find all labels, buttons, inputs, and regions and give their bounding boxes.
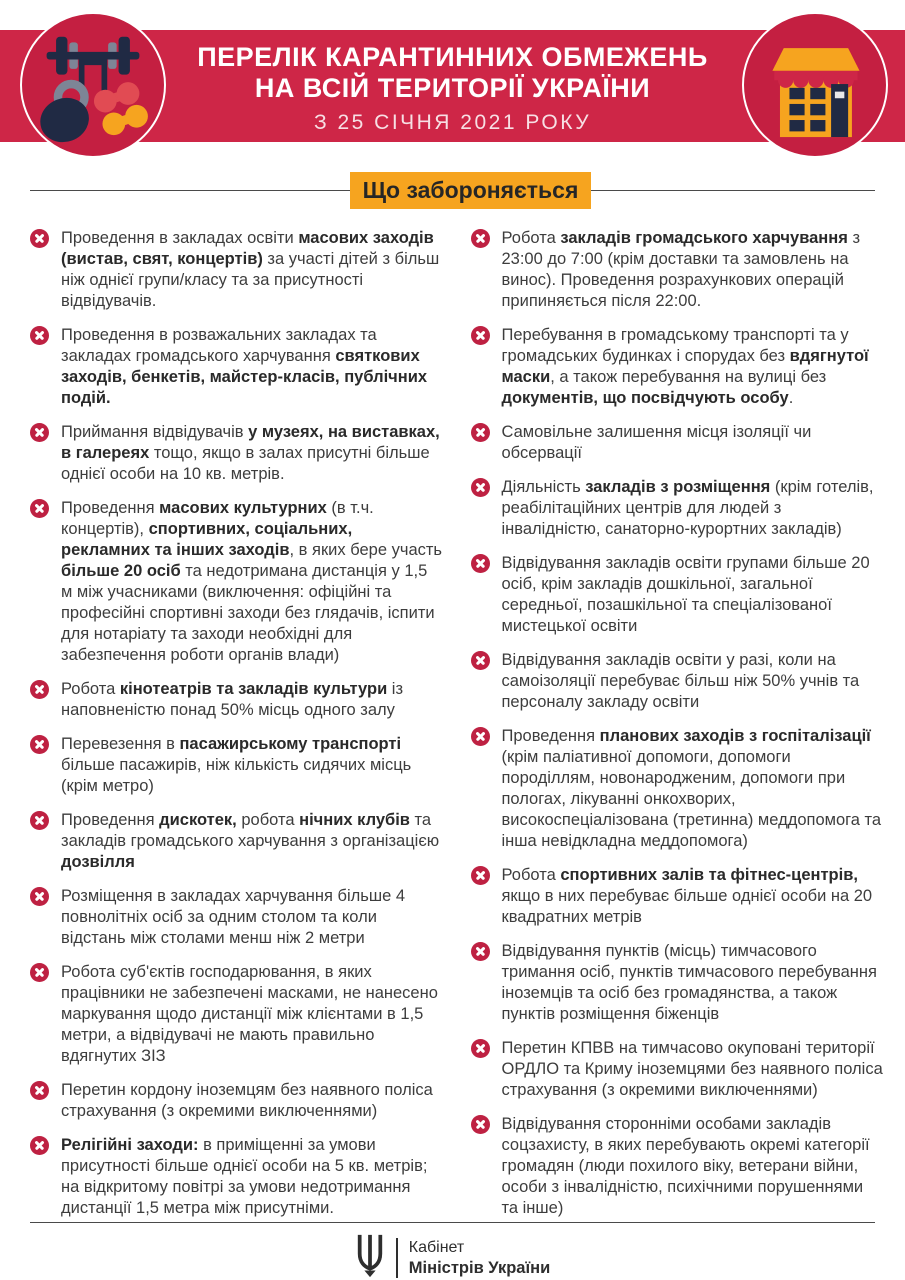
restriction-item: [471, 726, 884, 852]
prohibited-x-icon: [30, 680, 49, 699]
prohibited-x-icon: [471, 651, 490, 670]
prohibited-x-icon: [471, 1039, 490, 1058]
restriction-item: [30, 886, 443, 949]
restriction-item: [471, 1038, 884, 1101]
prohibited-x-icon: [30, 811, 49, 830]
restriction-text: Проведення дискотек, робота нічних клубів та закладів громадського харчування з організацією дозвілля: [61, 811, 440, 871]
prohibited-x-icon: [30, 735, 49, 754]
prohibited-x-icon: [30, 963, 49, 982]
restriction-text: Робота суб'єктів господарювання, в яких працівники не забезпечені масками, не нанесено маркування щодо дистанції між клієнтами в 1,5 метри, а відвідувачі не мають правильно вдягнутих ЗІЗ: [61, 963, 438, 1065]
prohibited-x-icon: [30, 1136, 49, 1155]
restriction-text: Відвідування закладів освіти групами більше 20 осіб, крім закладів дошкільної, загальної середньої, позашкільної та спеціалізованої мистецької освіти: [501, 554, 870, 635]
restriction-text: Релігійні заходи: в приміщенні за умови присутності більше однієї особи на 5 кв. метрів; на відкритому повітрі за умови недотримання дистанції 1,5 метра між присутніми.: [61, 1136, 428, 1217]
restriction-text: Перетин кордону іноземцям без наявного поліса страхування (з окремими виключеннями): [61, 1081, 433, 1120]
prohibited-x-icon: [471, 1115, 490, 1134]
restrictions-list: [30, 228, 883, 1232]
restriction-item: [30, 422, 443, 485]
restriction-text: Приймання відвідувачів у музеях, на виставках, в галереях тощо, якщо в залах присутні більше однієї особи на 10 кв. метрів.: [61, 423, 440, 483]
prohibited-x-icon: [30, 1081, 49, 1100]
prohibited-x-icon: [471, 478, 490, 497]
restriction-item: [30, 810, 443, 873]
logo-org-line2: Міністрів України: [408, 1259, 551, 1277]
page-title-line2: НА ВСІЙ ТЕРИТОРІЇ УКРАЇНИ: [254, 73, 651, 103]
restriction-item: [30, 679, 443, 721]
restriction-text: Проведення планових заходів з госпіталізації (крім паліативної допомоги, допомоги породіллям, новонародженим, допомоги при пологах, лікуванні онкохворих, високоспеціалізована (третинна) меддопомога та інша невідкладна меддопомога): [501, 727, 882, 850]
prohibited-x-icon: [471, 727, 490, 746]
prohibited-x-icon: [471, 942, 490, 961]
restriction-text: Розміщення в закладах харчування більше 4 повнолітніх осіб за одним столом та коли відстань між столами менш ніж 2 метри: [61, 887, 406, 947]
restriction-item: [471, 422, 884, 464]
logo-text: [409, 1238, 550, 1278]
logo-org-line1: Кабінет: [408, 1239, 465, 1256]
column-left: [30, 228, 443, 1232]
restriction-text: Самовільне залишення місця ізоляції чи обсервації: [501, 423, 812, 462]
restriction-item: [471, 325, 884, 409]
restriction-item: [471, 865, 884, 928]
restriction-text: Проведення масових культурних (в т.ч. концертів), спортивних, соціальних, рекламних та інших заходів, в яких бере участь більше 20 осіб та недотримана дистанція у 1,5 м між учасниками (виключення: офіційні та професійні спортивні заходи без глядачів, іспити для нотаріату та заходи необхідні для забезпечення роботи органів влади): [61, 499, 443, 664]
restriction-text: Відвідування сторонніми особами закладів соцзахисту, в яких перебувають окремі категорії громадян (люди похилого віку, ветерани війни, особи з інвалідністю, психічними порушеннями та інше): [501, 1115, 870, 1217]
prohibited-x-icon: [30, 887, 49, 906]
prohibited-x-icon: [30, 499, 49, 518]
prohibited-x-icon: [471, 229, 490, 248]
restriction-text: Діяльність закладів з розміщення (крім готелів, реабілітаційних центрів для людей з інвалідністю, санаторно-курортних закладів): [501, 478, 874, 538]
page-subtitle: З 25 СІЧНЯ 2021 РОКУ: [313, 111, 592, 134]
prohibited-x-icon: [471, 326, 490, 345]
restriction-item: [471, 553, 884, 637]
footer-divider-line: [30, 1222, 875, 1223]
section-banner: Що забороняється: [350, 172, 591, 209]
prohibited-x-icon: [471, 866, 490, 885]
restriction-item: [30, 1080, 443, 1122]
restriction-item: [30, 325, 443, 409]
restriction-item: [471, 650, 884, 713]
prohibited-x-icon: [30, 326, 49, 345]
restriction-item: [471, 228, 884, 312]
restriction-item: [471, 1114, 884, 1219]
restriction-item: [471, 941, 884, 1025]
restriction-text: Перетин КПВВ на тимчасово окуповані території ОРДЛО та Криму іноземцями без наявного поліса страхування (з окремими виключеннями): [501, 1039, 883, 1099]
restriction-text: Відвідування закладів освіти у разі, коли на самоізоляції перебуває більш ніж 50% учнів та персоналу закладу освіти: [501, 651, 860, 711]
prohibited-x-icon: [471, 423, 490, 442]
government-logo: [0, 1233, 905, 1280]
restriction-text: Робота спортивних залів та фітнес-центрів, якщо в них перебуває більше однієї особи на 20 квадратних метрів: [501, 866, 873, 926]
prohibited-x-icon: [471, 554, 490, 573]
restriction-text: Робота кінотеатрів та закладів культури із наповненістю понад 50% місць одного залу: [61, 680, 404, 719]
header-titles: [0, 42, 905, 134]
restriction-text: Проведення в закладах освіти масових заходів (вистав, свят, концертів) за участі дітей з більш ніж однієї групи/класу та за присутності відвідувачів.: [61, 229, 440, 310]
restriction-text: Відвідування пунктів (місць) тимчасового тримання осіб, пунктів тимчасового перебування іноземців та осіб без громадянства, а також пунктів розміщення біженців: [501, 942, 877, 1023]
restriction-text: Проведення в розважальних закладах та закладах громадського харчування святкових заходів, бенкетів, майстер-класів, публічних подій.: [61, 326, 428, 407]
restriction-item: [30, 228, 443, 312]
trident-icon: [355, 1233, 385, 1280]
restriction-text: Перевезення в пасажирському транспорті більше пасажирів, ніж кількість сидячих місць (крім метро): [61, 735, 412, 795]
prohibited-x-icon: [30, 229, 49, 248]
page-title-line1: ПЕРЕЛІК КАРАНТИННИХ ОБМЕЖЕНЬ: [197, 42, 708, 72]
restriction-item: [30, 498, 443, 666]
restriction-text: Робота закладів громадського харчування з 23:00 до 7:00 (крім доставки та замовлень на винос). Проведення розрахункових операцій припиняється після 22:00.: [501, 229, 861, 310]
restriction-item: [30, 962, 443, 1067]
restriction-item: [30, 734, 443, 797]
restriction-item: [471, 477, 884, 540]
column-right: [471, 228, 884, 1232]
restriction-text: Перебування в громадському транспорті та у громадських будинках і спорудах без вдягнутої маски, а також перебування на вулиці без документів, що посвідчують особу.: [501, 326, 869, 407]
logo-divider: [396, 1238, 398, 1278]
restriction-item: [30, 1135, 443, 1219]
prohibited-x-icon: [30, 423, 49, 442]
